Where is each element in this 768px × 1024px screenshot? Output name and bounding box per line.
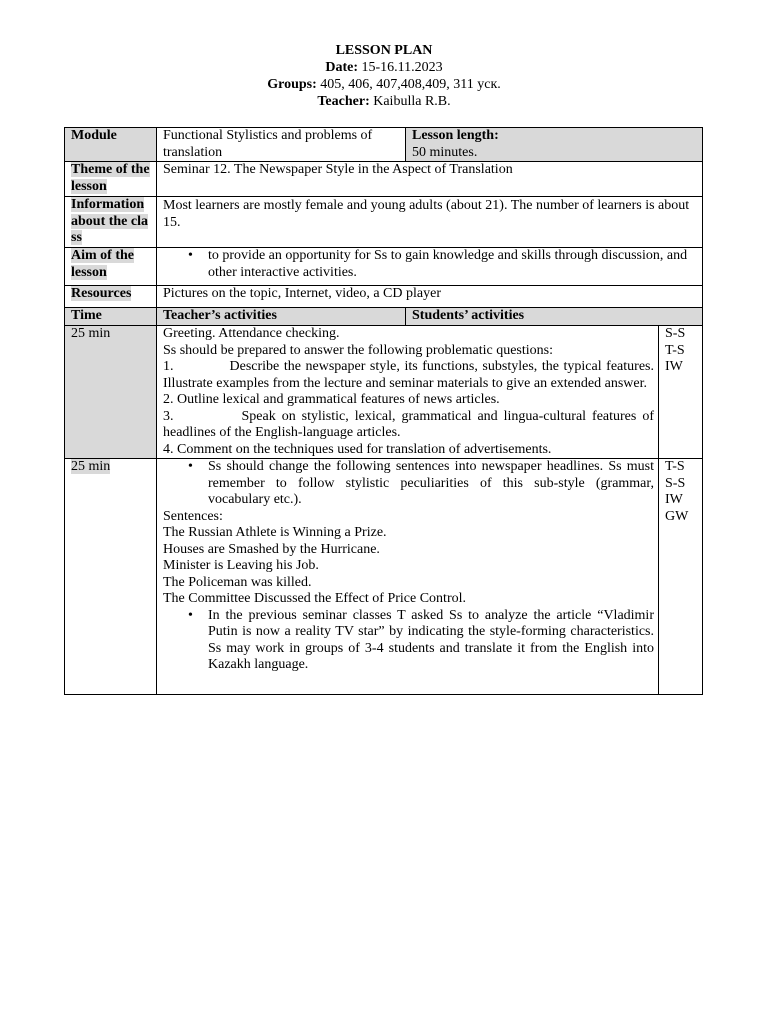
activity-code: IW: [665, 492, 683, 507]
stage-row-2: [65, 459, 703, 695]
stage-2-bullet-2: • In the previous seminar classes T asked Ss to analyze the article “Vladimir Putin is now a reality TV star” by indicating the style-forming characteristics. Ss may work in groups of 3-4 students and translate it from the English into Kazakh language.: [208, 608, 654, 674]
aim-row: [65, 248, 703, 286]
theme-label: Theme of the lesson: [65, 162, 157, 197]
activity-code: GW: [665, 508, 689, 524]
theme-row: [65, 162, 703, 197]
teacher-line: Teacher: Kaibulla R.B.: [317, 94, 451, 109]
lesson-plan-table: [64, 127, 703, 695]
theme-value: Seminar 12. The Newspaper Style in the Aspect of Translation: [157, 162, 703, 197]
stage-2-time: 25 min: [65, 459, 157, 695]
activity-code: S-S: [665, 326, 686, 341]
stage-2-bullet-1: • Ss should change the following sentences into newspaper headlines. Ss must remember to follow stylistic peculiarities of this sub-style (grammar, vocabulary etc.).: [208, 459, 654, 509]
stage-1-student-activities: [659, 326, 703, 459]
info-value: Most learners are mostly female and young adults (about 21). The number of learners is about 15.: [157, 197, 703, 248]
aim-cell: [157, 248, 703, 286]
time-header: Time: [65, 308, 157, 326]
page-title: LESSON PLAN: [335, 43, 433, 58]
info-row: [65, 197, 703, 248]
stage-row-1: [65, 326, 703, 459]
stage-1-line-2: Ss should be prepared to answer the following problematic questions:: [163, 342, 553, 358]
aim-bullet: • to provide an opportunity for Ss to gain knowledge and skills through discussion, and other interactive activities.: [208, 248, 698, 281]
lesson-length-label: Lesson length:: [412, 128, 499, 143]
stage-1-question-3: 3. Speak on stylistic, lexical, grammatical and lingua-cultural features of headlines of the English-language articles.: [163, 408, 654, 440]
info-label: Information about the class: [65, 197, 157, 248]
stage-1-question-4: 4. Comment on the techniques used for translation of advertisements.: [163, 441, 552, 457]
aim-label: Aim of the lesson: [65, 248, 157, 286]
activity-code: S-S: [665, 475, 686, 491]
sentence-item: Minister is Leaving his Job.: [163, 558, 319, 573]
stage-1-question-2: 2. Outline lexical and grammatical features of news articles.: [163, 392, 500, 407]
resources-value: Pictures on the topic, Internet, video, a CD player: [157, 286, 703, 308]
groups-line: Groups: 405, 406, 407,408,409, 311 уск.: [267, 77, 501, 92]
teacher-activities-header: Teacher’s activities: [157, 308, 406, 326]
activity-code: T-S: [665, 459, 685, 474]
document-header: [0, 42, 768, 110]
sentence-item: The Policeman was killed.: [163, 574, 312, 590]
students-activities-header: Students’ activities: [406, 308, 703, 326]
lesson-length-value: 50 minutes.: [412, 144, 478, 160]
sentence-item: The Committee Discussed the Effect of Price Control.: [163, 591, 467, 606]
stage-1-time: 25 min: [65, 326, 157, 459]
module-row: [65, 128, 703, 162]
sentences-label: Sentences:: [163, 508, 223, 524]
stage-2-teacher-activities: [157, 459, 659, 695]
module-label: Module: [65, 128, 157, 162]
stage-1-teacher-activities: [157, 326, 659, 459]
resources-row: [65, 286, 703, 308]
sentence-item: The Russian Athlete is Winning a Prize.: [163, 525, 387, 540]
date-line: Date: 15-16.11.2023: [325, 60, 443, 75]
lesson-length-cell: [406, 128, 703, 162]
activities-header-row: [65, 308, 703, 326]
sentence-item: Houses are Smashed by the Hurricane.: [163, 541, 380, 557]
stage-2-student-activities: [659, 459, 703, 695]
resources-label: Resources: [65, 286, 157, 308]
stage-1-line-1: Greeting. Attendance checking.: [163, 326, 340, 341]
activity-code: T-S: [665, 342, 685, 358]
activity-code: IW: [665, 359, 683, 374]
stage-1-question-1: 1. Describe the newspaper style, its functions, substyles, the typical features. Illustrate examples from the lecture and seminar materials to give an extended answer.: [163, 359, 654, 391]
module-value: Functional Stylistics and problems of translation: [157, 128, 406, 162]
